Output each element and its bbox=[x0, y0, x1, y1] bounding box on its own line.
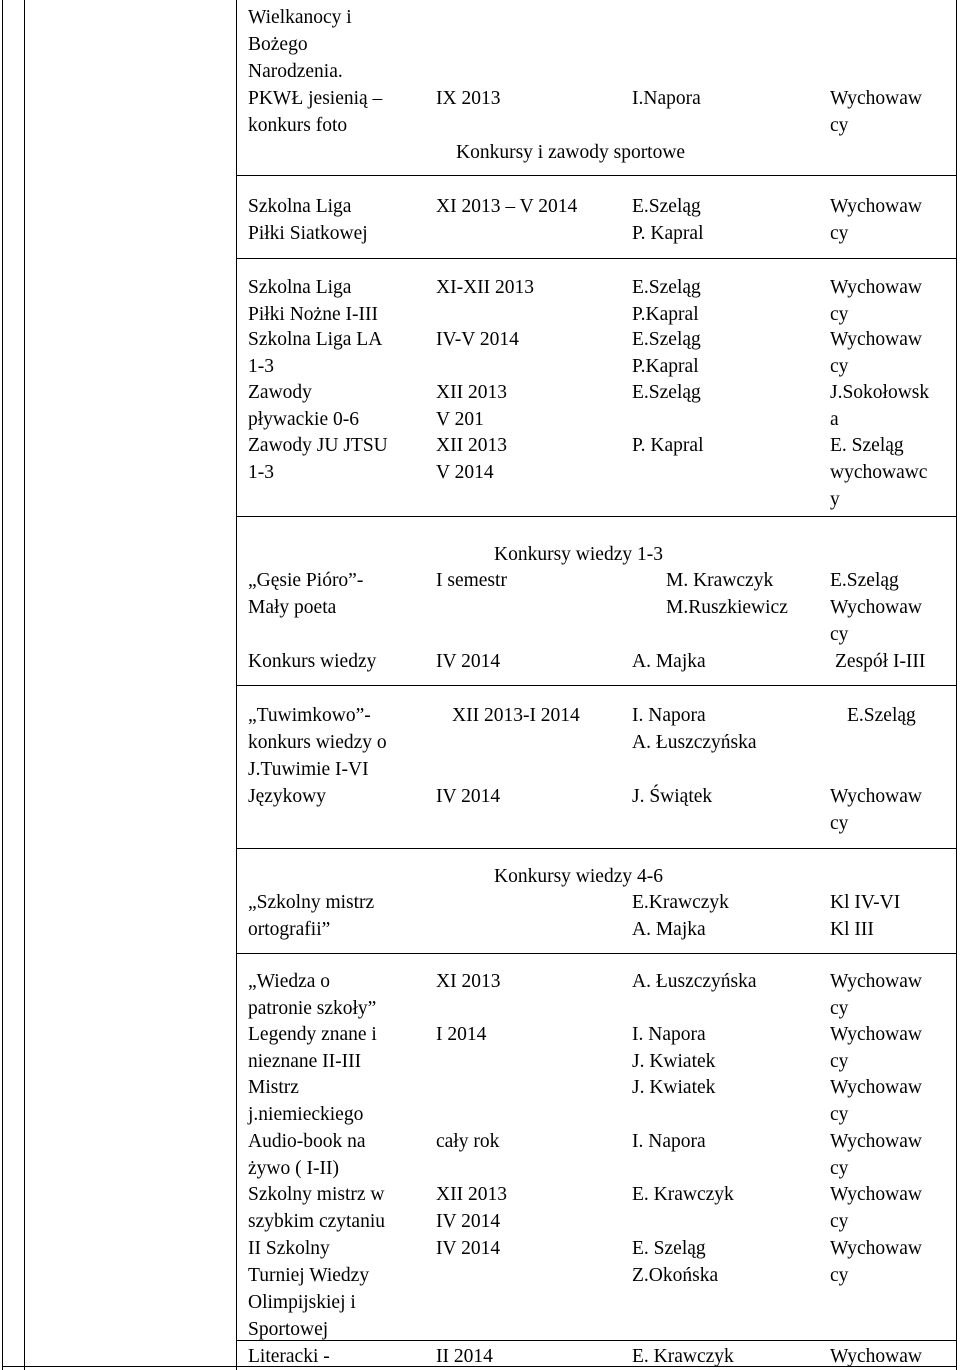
event-name: Sportowej bbox=[248, 1319, 329, 1340]
event-name: Turniej Wiedzy bbox=[248, 1265, 370, 1286]
event-date: IV-V 2014 bbox=[436, 329, 519, 350]
event-date: XI-XII 2013 bbox=[436, 277, 535, 298]
row-divider bbox=[236, 516, 956, 517]
event-name: Narodzenia. bbox=[248, 61, 343, 82]
table-right-border bbox=[956, 0, 957, 1370]
event-coordinator: cy bbox=[830, 304, 849, 325]
event-name: nieznane II-III bbox=[248, 1051, 362, 1072]
event-name: Konkurs wiedzy bbox=[248, 651, 377, 672]
event-coordinator: a bbox=[830, 409, 839, 430]
event-person: I. Napora bbox=[632, 1131, 706, 1152]
event-person: P. Kapral bbox=[632, 223, 704, 244]
section-title-knowledge-1-3: Konkursy wiedzy 1-3 bbox=[494, 544, 663, 565]
event-coordinator: cy bbox=[830, 356, 849, 377]
event-name: II Szkolny bbox=[248, 1238, 330, 1259]
event-coordinator: cy bbox=[830, 1104, 849, 1125]
event-coordinator: Wychowaw bbox=[830, 277, 922, 298]
row-divider bbox=[236, 953, 956, 954]
section-title-knowledge-4-6: Konkursy wiedzy 4-6 bbox=[494, 866, 663, 887]
event-coordinator: Wychowaw bbox=[830, 971, 922, 992]
event-person: P.Kapral bbox=[632, 304, 699, 325]
event-name: j.niemieckiego bbox=[248, 1104, 364, 1125]
event-date: IX 2013 bbox=[436, 88, 501, 109]
row-divider bbox=[236, 175, 956, 176]
event-name: Literacki - bbox=[248, 1346, 330, 1367]
event-name: „Gęsie Pióro”- bbox=[248, 570, 364, 591]
event-name: Bożego bbox=[248, 34, 308, 55]
event-name: pływackie 0-6 bbox=[248, 409, 360, 430]
event-person: A. Łuszczyńska bbox=[632, 971, 757, 992]
row-divider bbox=[236, 848, 956, 849]
event-coordinator: cy bbox=[830, 1158, 849, 1179]
left-margin-border bbox=[2, 0, 3, 1370]
event-person: I. Napora bbox=[632, 705, 706, 726]
event-person: A. Łuszczyńska bbox=[632, 732, 757, 753]
event-coordinator: Wychowaw bbox=[830, 1184, 922, 1205]
event-coordinator: cy bbox=[830, 998, 849, 1019]
event-name: Piłki Siatkowej bbox=[248, 223, 368, 244]
event-person: E.Szeląg bbox=[632, 196, 701, 217]
event-person: J. Kwiatek bbox=[632, 1051, 716, 1072]
event-name: Piłki Nożne I-III bbox=[248, 304, 378, 325]
event-coordinator: cy bbox=[830, 624, 849, 645]
event-name: Językowy bbox=[248, 786, 326, 807]
event-name: Szkolna Liga bbox=[248, 196, 352, 217]
event-coordinator: Wychowaw bbox=[830, 329, 922, 350]
event-name: Mały poeta bbox=[248, 597, 337, 618]
event-person: A. Majka bbox=[632, 919, 706, 940]
event-date: IV 2014 bbox=[436, 1238, 501, 1259]
event-name: Szkolna Liga bbox=[248, 277, 352, 298]
event-coordinator: Wychowaw bbox=[830, 88, 922, 109]
event-name: Zawody JU JTSU bbox=[248, 435, 388, 456]
event-person: J. Kwiatek bbox=[632, 1077, 716, 1098]
row-divider bbox=[236, 258, 956, 259]
event-date: V 201 bbox=[436, 409, 484, 430]
event-name: „Tuwimkowo”- bbox=[248, 705, 371, 726]
event-coordinator: cy bbox=[830, 813, 849, 834]
event-name: Zawody bbox=[248, 382, 312, 403]
event-person: E.Szeląg bbox=[632, 382, 701, 403]
event-name: 1-3 bbox=[248, 356, 274, 377]
event-person: E.Szeląg bbox=[632, 277, 701, 298]
event-name: Mistrz bbox=[248, 1077, 299, 1098]
event-date: XII 2013 bbox=[436, 1184, 507, 1205]
event-name: Audio-book na bbox=[248, 1131, 366, 1152]
event-name: „Wiedza o bbox=[248, 971, 331, 992]
event-person: I. Napora bbox=[632, 1024, 706, 1045]
event-coordinator: E. Szeląg bbox=[830, 435, 904, 456]
event-date: IV 2014 bbox=[436, 651, 501, 672]
event-coordinator: cy bbox=[830, 1265, 849, 1286]
event-coordinator: Kl IV-VI bbox=[830, 892, 901, 913]
event-date: II 2014 bbox=[436, 1346, 493, 1367]
event-name: konkurs wiedzy o bbox=[248, 732, 387, 753]
event-coordinator: J.Sokołowsk bbox=[830, 382, 930, 403]
event-person: I.Napora bbox=[632, 88, 701, 109]
event-coordinator: Wychowaw bbox=[830, 597, 922, 618]
event-name: konkurs foto bbox=[248, 115, 348, 136]
event-person: E.Szeląg bbox=[632, 329, 701, 350]
event-person: Z.Okońska bbox=[632, 1265, 719, 1286]
event-date: XII 2013-I 2014 bbox=[452, 705, 580, 726]
event-date: XII 2013 bbox=[436, 435, 507, 456]
event-name: Legendy znane i bbox=[248, 1024, 377, 1045]
event-coordinator: Wychowaw bbox=[830, 1131, 922, 1152]
event-name: żywo ( I-II) bbox=[248, 1158, 339, 1179]
event-date: IV 2014 bbox=[436, 786, 501, 807]
event-person: P. Kapral bbox=[632, 435, 704, 456]
row-divider bbox=[236, 685, 956, 686]
event-name: patronie szkoły” bbox=[248, 998, 377, 1019]
event-person: E. Krawczyk bbox=[632, 1346, 734, 1367]
event-date: XI 2013 – V 2014 bbox=[436, 196, 578, 217]
event-person: A. Majka bbox=[632, 651, 706, 672]
event-coordinator: Wychowaw bbox=[830, 1024, 922, 1045]
event-date: XI 2013 bbox=[436, 971, 501, 992]
event-person: P.Kapral bbox=[632, 356, 699, 377]
number-column-border bbox=[24, 0, 25, 1370]
event-coordinator: E.Szeląg bbox=[847, 705, 916, 726]
event-coordinator: Wychowaw bbox=[830, 786, 922, 807]
event-name: „Szkolny mistrz bbox=[248, 892, 375, 913]
event-name: 1-3 bbox=[248, 462, 274, 483]
event-person: M.Ruszkiewicz bbox=[666, 597, 788, 618]
event-coordinator: y bbox=[830, 489, 840, 510]
event-name: szybkim czytaniu bbox=[248, 1211, 386, 1232]
row-divider bbox=[236, 1340, 956, 1341]
event-person: M. Krawczyk bbox=[666, 570, 774, 591]
event-coordinator: E.Szeląg bbox=[830, 570, 899, 591]
event-date: V 2014 bbox=[436, 462, 494, 483]
event-name: Szkolna Liga LA bbox=[248, 329, 383, 350]
event-date: XII 2013 bbox=[436, 382, 507, 403]
event-person: E. Szeląg bbox=[632, 1238, 706, 1259]
event-coordinator: wychowawc bbox=[830, 462, 928, 483]
event-coordinator: cy bbox=[830, 1051, 849, 1072]
event-name: PKWŁ jesienią – bbox=[248, 88, 383, 109]
event-coordinator: cy bbox=[830, 1211, 849, 1232]
event-coordinator: Wychowaw bbox=[830, 1077, 922, 1098]
event-coordinator: Wychowaw bbox=[830, 1238, 922, 1259]
event-name: Olimpijskiej i bbox=[248, 1292, 356, 1313]
event-coordinator: cy bbox=[830, 223, 849, 244]
event-coordinator: cy bbox=[830, 115, 849, 136]
event-date: I 2014 bbox=[436, 1024, 487, 1045]
event-coordinator: Wychowaw bbox=[830, 196, 922, 217]
event-date: I semestr bbox=[436, 570, 507, 591]
event-date: cały rok bbox=[436, 1131, 500, 1152]
event-coordinator: Wychowaw bbox=[830, 1346, 922, 1367]
event-person: E. Krawczyk bbox=[632, 1184, 734, 1205]
event-name: J.Tuwimie I-VI bbox=[248, 759, 369, 780]
event-coordinator: Zespół I-III bbox=[835, 651, 926, 672]
event-coordinator: Kl III bbox=[830, 919, 874, 940]
section-title-sport: Konkursy i zawody sportowe bbox=[456, 142, 686, 163]
event-person: E.Krawczyk bbox=[632, 892, 729, 913]
event-name: Wielkanocy i bbox=[248, 7, 352, 28]
event-date: IV 2014 bbox=[436, 1211, 501, 1232]
event-name: ortografii” bbox=[248, 919, 331, 940]
event-person: J. Świątek bbox=[632, 786, 713, 807]
event-name: Szkolny mistrz w bbox=[248, 1184, 385, 1205]
